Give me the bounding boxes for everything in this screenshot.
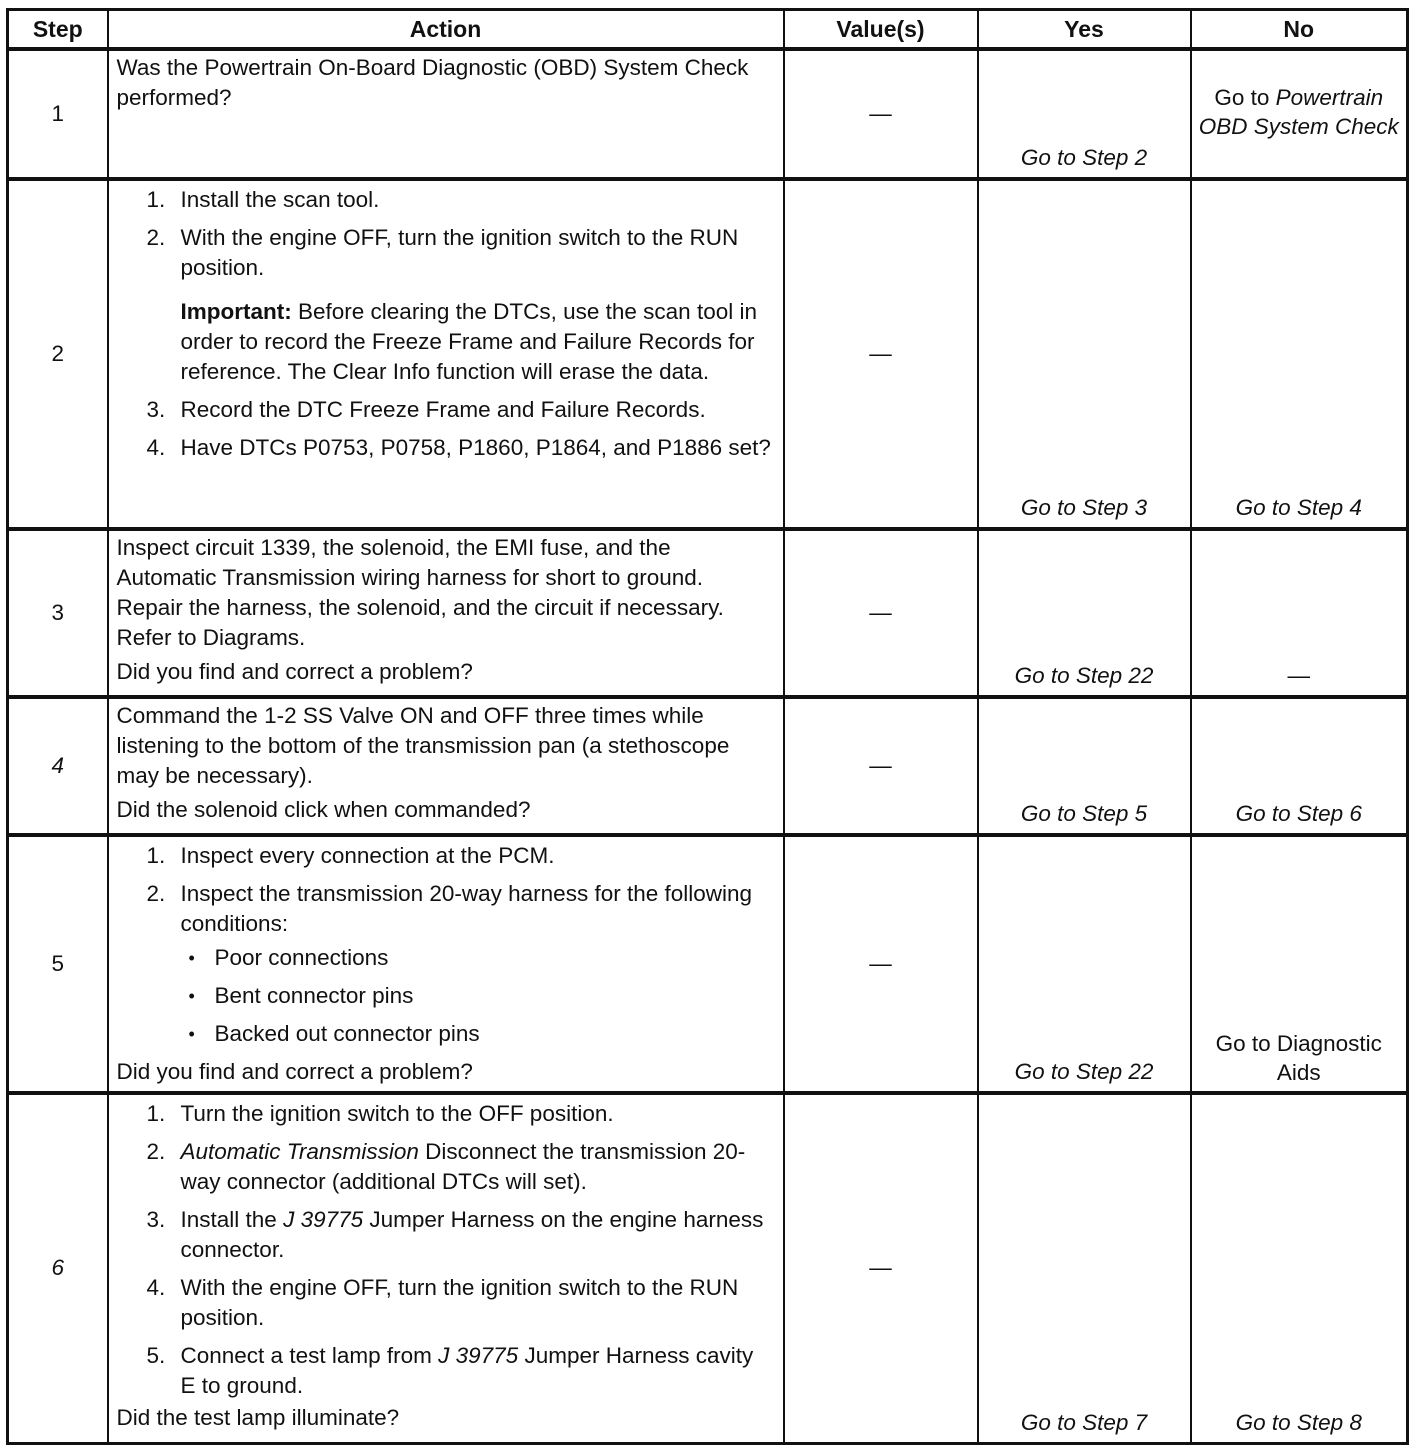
action-list (117, 1099, 775, 1401)
value-cell: — (784, 697, 978, 835)
table-row-step-6 (8, 1093, 1408, 1443)
step-number: 2 (8, 179, 108, 529)
step-number: 1 (8, 49, 108, 179)
value-cell: — (784, 529, 978, 697)
action-question: Did the solenoid click when commanded? (116, 797, 531, 822)
no-cell (1191, 49, 1408, 179)
table-row-step-1 (8, 49, 1408, 179)
list-item: 2. With the engine OFF, turn the ignition switch to the RUN position. (146, 225, 739, 280)
step-number: 5 (8, 835, 108, 1093)
list-item: 2. Automatic Transmission Disconnect the transmission 20-way connector (additional DTCs will set). (146, 1139, 746, 1194)
no-cell: — (1191, 529, 1408, 697)
table-row-step-5 (8, 835, 1408, 1093)
table-row-step-4 (8, 697, 1408, 835)
yes-cell: Go to Step 22 (978, 835, 1191, 1093)
list-item: 4. With the engine OFF, turn the ignition switch to the RUN position. (146, 1275, 739, 1330)
value-cell: — (784, 49, 978, 179)
value-cell: — (784, 1093, 978, 1443)
yes-cell: Go to Step 22 (978, 529, 1191, 697)
yes-cell: Go to Step 3 (978, 179, 1191, 529)
action-question: Did the test lamp illuminate? (116, 1405, 400, 1430)
value-cell: — (784, 835, 978, 1093)
action-question: Did you find and correct a problem? (116, 659, 473, 684)
action-list (117, 841, 775, 1049)
diagnostic-table (6, 8, 1409, 1445)
step-number: 3 (8, 529, 108, 697)
action-cell (108, 1093, 784, 1443)
no-prefix: Go to (1214, 85, 1276, 110)
action-cell (108, 179, 784, 529)
yes-cell: Go to Step 5 (978, 697, 1191, 835)
action-cell (108, 529, 784, 697)
action-list (117, 185, 775, 283)
header-values: Value(s) (784, 10, 978, 50)
list-item: 4. Have DTCs P0753, P0758, P1860, P1864, and P1886 set? (146, 435, 771, 460)
step-number: 6 (8, 1093, 108, 1443)
no-link-text: Powertrain OBD System Check (1198, 85, 1399, 139)
list-item: 3. Install the J 39775 Jumper Harness on the engine harness connector. (146, 1207, 764, 1262)
no-cell: Go to Step 6 (1191, 697, 1408, 835)
list-item: 3. Record the DTC Freeze Frame and Failure Records. (146, 397, 706, 422)
no-cell: Go to Step 4 (1191, 179, 1408, 529)
no-cell: Go to Step 8 (1191, 1093, 1408, 1443)
bullet-list (181, 943, 775, 1049)
bullet-item: • Bent connector pins (181, 981, 775, 1011)
action-cell (108, 697, 784, 835)
action-cell (108, 49, 784, 179)
action-text: Inspect circuit 1339, the solenoid, the EMI fuse, and the Automatic Transmission wiring harness for short to ground. Repair the harness, the solenoid, and the circuit if necessary. Refer to Diagrams. (116, 535, 724, 650)
yes-cell: Go to Step 7 (978, 1093, 1191, 1443)
header-yes: Yes (978, 10, 1191, 50)
list-item: 2. Inspect the transmission 20-way harness for the following conditions: • Poor connections • Bent connector pins • Backed out connector pins (117, 879, 775, 1049)
table-row-step-2 (8, 179, 1408, 529)
yes-cell: Go to Step 2 (978, 49, 1191, 179)
list-item: 1. Inspect every connection at the PCM. (146, 843, 555, 868)
action-text: Command the 1-2 SS Valve ON and OFF three times while listening to the bottom of the transmission pan (a stethoscope may be necessary). (116, 703, 730, 788)
action-cell (108, 835, 784, 1093)
action-question: Did you find and correct a problem? (116, 1059, 473, 1084)
header-no: No (1191, 10, 1408, 50)
bullet-item: • Backed out connector pins (181, 1019, 775, 1049)
important-note: Important: Before clearing the DTCs, use the scan tool in order to record the Freeze Frame and Failure Records for reference. The Clear Info function will erase the data. (180, 299, 757, 384)
value-cell: — (784, 179, 978, 529)
bullet-item: • Poor connections (181, 943, 775, 973)
step-number: 4 (8, 697, 108, 835)
no-cell: Go to Diagnostic Aids (1191, 835, 1408, 1093)
header-row (8, 10, 1408, 50)
action-list (117, 395, 775, 463)
list-item: 1. Install the scan tool. (146, 187, 380, 212)
list-item: 5. Connect a test lamp from J 39775 Jumper Harness cavity E to ground. (146, 1343, 754, 1398)
action-text: Was the Powertrain On-Board Diagnostic (OBD) System Check performed? (116, 55, 749, 110)
header-step: Step (8, 10, 108, 50)
header-action: Action (108, 10, 784, 50)
table-row-step-3 (8, 529, 1408, 697)
list-item: 1. Turn the ignition switch to the OFF position. (146, 1101, 614, 1126)
